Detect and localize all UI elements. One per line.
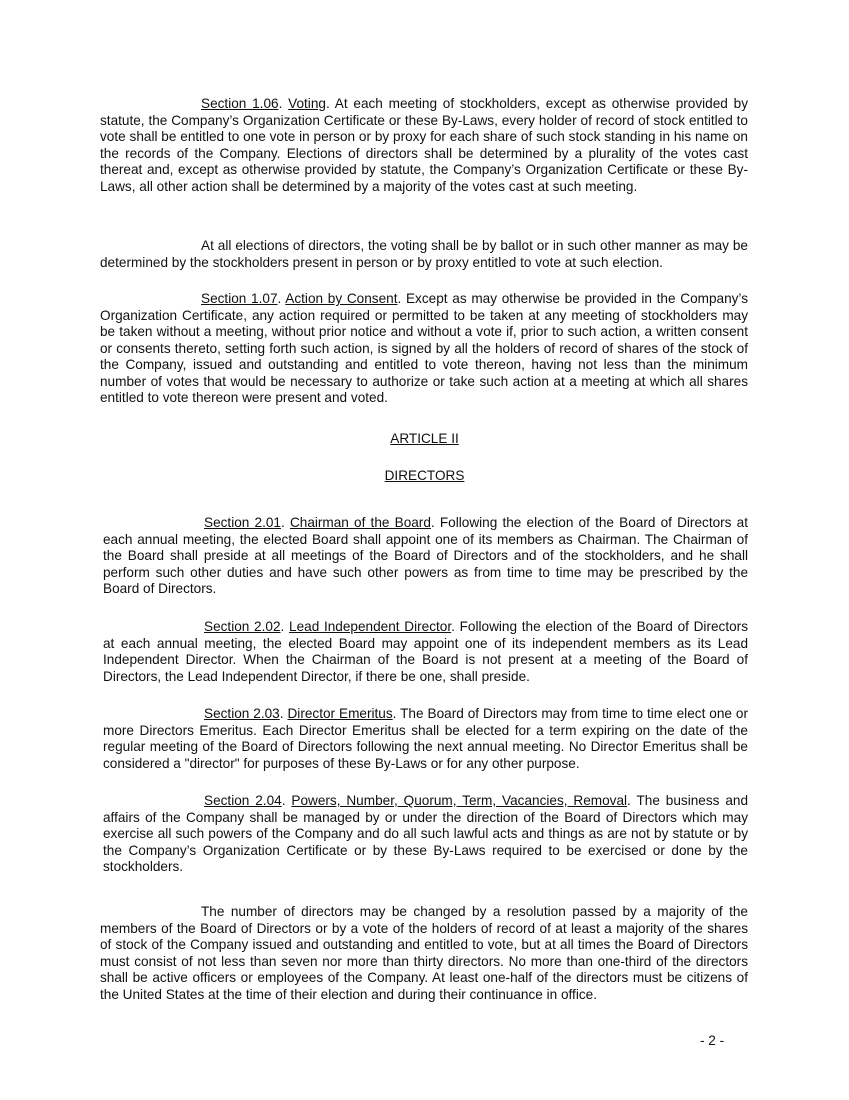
section-number: Section 2.04: [204, 793, 282, 808]
section-number: Section 2.03: [204, 706, 280, 721]
section-2-02-paragraph: Section 2.02. Lead Independent Director. Following the election of the Board of Directors at each annual meeting, the elected Board may appoint one of its independent members as its Lead Independent Director. When the Chairman of the Board is not present at a meeting of the Board of Directors, the Lead Independent Director, if there be one, shall preside.: [103, 619, 748, 684]
section-title: Director Emeritus: [287, 706, 393, 721]
section-2-03-paragraph: Section 2.03. Director Emeritus. The Board of Directors may from time to time elect one or more Directors Emeritus. Each Director Emeritus shall be elected for a term expiring on the date of the regular meeting of the Board of Directors following the next annual meeting. No Director Emeritus shall be considered a "director" for purposes of these By-Laws or for any other purpose.: [103, 706, 748, 771]
article-title: DIRECTORS: [384, 468, 465, 483]
section-title: Voting: [288, 96, 326, 111]
section-body: . Following the election of the Board of Directors at each annual meeting, the elected Board may appoint one of its independent members as its Lead Independent Director. When the Chairman of the Board is not present at a meeting of the Board of Directors, the Lead Independent Director, if there be one, shall preside.: [103, 619, 748, 684]
section-1-06-paragraph-2: At all elections of directors, the voting shall be by ballot or in such other manner as may be determined by the stockholders present in person or by proxy entitled to vote at such election.: [100, 238, 748, 270]
section-title: Lead Independent Director: [289, 619, 452, 634]
section-body: . Following the election of the Board of Directors at each annual meeting, the elected Board shall appoint one of its members as Chairman. The Chairman of the Board shall preside at all meetings of the Board of Directors and of the stockholders, and he shall perform such other duties and have such other powers as from time to time may be prescribed by the Board of Directors.: [103, 515, 748, 596]
section-number: Section 2.01: [204, 515, 281, 530]
section-2-04-paragraph-2: The number of directors may be changed by a resolution passed by a majority of the members of the Board of Directors or by a vote of the holders of record of at least a majority of the shares of stock of the Company issued and outstanding and entitled to vote, but at all times the Board of Directors must consist of not less than seven nor more than thirty directors. No more than one-third of the directors shall be active officers or employees of the Company. At least one-half of the directors must be citizens of the United States at the time of their election and during their continuance in office.: [100, 904, 748, 1002]
section-1-07-paragraph: Section 1.07. Action by Consent. Except as may otherwise be provided in the Company’s Organization Certificate, any action required or permitted to be taken at any meeting of stockholders may be taken without a meeting, without prior notice and without a vote if, prior to such action, a written consent or consents thereto, setting forth such action, is signed by all the holders of record of shares of the stock of the Company, issued and outstanding and entitled to vote thereon, having not less than the minimum number of votes that would be necessary to authorize or take such action at a meeting at which all shares entitled to vote thereon were present and voted.: [100, 291, 749, 405]
section-2-04-paragraph: Section 2.04. Powers, Number, Quorum, Term, Vacancies, Removal. The business and affairs of the Company shall be managed by or under the direction of the Board of Directors which may exercise all such powers of the Company and do all such lawful acts and things as are not by statute or by the Company’s Organization Certificate or by these By-Laws required to be exercised or done by the stockholders.: [103, 793, 749, 874]
section-number: Section 2.02: [204, 619, 281, 634]
section-body: . At each meeting of stockholders, except as otherwise provided by statute, the Company’s Organization Certificate or these By-Laws, every holder of record of stock entitled to vote shall be entitled to one vote in person or by proxy for each share of such stock standing in his name on the records of the Company. Elections of directors shall be determined by a plurality of the votes cast thereat and, except as otherwise provided by statute, the Company’s Organization Certificate or these By-Laws, all other action shall be determined by a majority of the votes cast at such meeting.: [100, 96, 748, 194]
section-body: . The business and affairs of the Company shall be managed by or under the direction of the Board of Directors which may exercise all such powers of the Company and do all such lawful acts and things as are not by statute or by the Company’s Organization Certificate or by these By-Laws required to be exercised or done by the stockholders.: [103, 793, 749, 874]
article-label: ARTICLE II: [390, 431, 459, 446]
section-number: Section 1.07: [201, 291, 278, 306]
section-2-01-paragraph: Section 2.01. Chairman of the Board. Following the election of the Board of Directors at each annual meeting, the elected Board shall appoint one of its members as Chairman. The Chairman of the Board shall preside at all meetings of the Board of Directors and of the stockholders, and he shall perform such other duties and have such other powers as from time to time may be prescribed by the Board of Directors.: [103, 515, 748, 596]
section-title: Powers, Number, Quorum, Term, Vacancies, Removal: [291, 793, 628, 808]
section-body: . The Board of Directors may from time to time elect one or more Directors Emeritus. Each Director Emeritus shall be elected for a term expiring on the date of the regular meeting of the Board of Directors following the next annual meeting. No Director Emeritus shall be considered a "director" for purposes of these By-Laws or for any other purpose.: [103, 706, 748, 771]
section-title: Chairman of the Board: [289, 515, 431, 530]
page-number: - 2 -: [700, 1033, 725, 1048]
section-body: . Except as may otherwise be provided in the Company’s Organization Certificate, any action required or permitted to be taken at any meeting of stockholders may be taken without a meeting, without prior notice and without a vote if, prior to such action, a written consent or consents thereto, setting forth such action, is signed by all the holders of record of shares of the stock of the Company, issued and outstanding and entitled to vote thereon, having not less than the minimum number of votes that would be necessary to authorize or take such action at a meeting at which all shares entitled to vote thereon were present and voted.: [100, 291, 749, 405]
section-1-06-paragraph: Section 1.06. Voting. At each meeting of stockholders, except as otherwise provided by statute, the Company’s Organization Certificate or these By-Laws, every holder of record of stock entitled to vote shall be entitled to one vote in person or by proxy for each share of such stock standing in his name on the records of the Company. Elections of directors shall be determined by a plurality of the votes cast thereat and, except as otherwise provided by statute, the Company’s Organization Certificate or these By-Laws, all other action shall be determined by a majority of the votes cast at such meeting.: [100, 96, 748, 194]
section-number: Section 1.06: [201, 96, 279, 111]
section-title: Action by Consent: [285, 291, 398, 306]
